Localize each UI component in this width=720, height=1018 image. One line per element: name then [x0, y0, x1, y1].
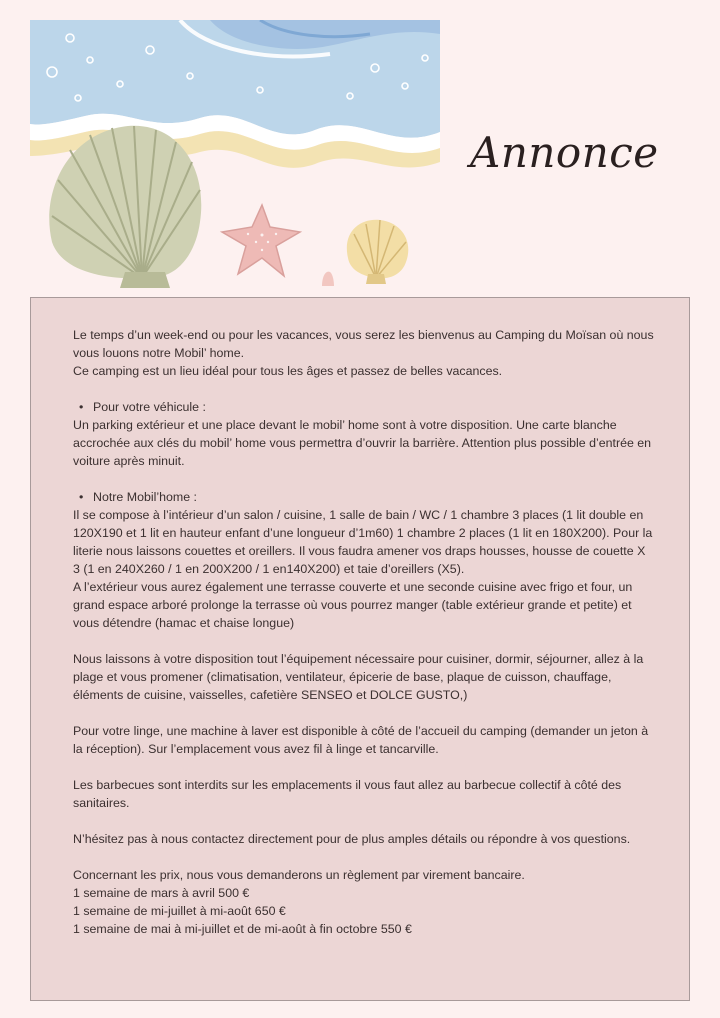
intro-paragraph-2: Ce camping est un lieu idéal pour tous les âges et passez de belles vacances.	[73, 364, 503, 378]
price-line: 1 semaine de mi-juillet à mi-août 650 €	[73, 904, 286, 918]
mobilhome-interior-paragraph: Il se compose à l’intérieur d’un salon / cuisine, 1 salle de bain / WC / 1 chambre 3 places (1 lit double en 120X190 et 1 lit en hauteur enfant d’une longueur d’1m60) 1 chambre 2 places (1 lit en 180X200). Pour la literie nous laissons couettes et oreillers. Il vous faudra amener vos draps housses, housse de couette X 3 (1 en 240X260 / 1 en 200X200 / 1 en140X200) et taie d’oreillers (X5).	[73, 508, 653, 576]
beach-illustration	[30, 20, 440, 290]
page-title: Annonce	[470, 128, 659, 177]
mobilhome-exterior-paragraph: A l’extérieur vous aurez également une terrasse couverte et une seconde cuisine avec frigo et four, un grand espace arboré prolonge la terrasse où vous pourrez manger (table extérieur grande et petite) et vous détendre (hamac et chaise longue)	[73, 580, 633, 630]
mobilhome-heading: • Notre Mobil’home :	[73, 488, 655, 506]
price-line: 1 semaine de mai à mi-juillet et de mi-août à fin octobre 550 €	[73, 922, 412, 936]
price-line: 1 semaine de mars à avril 500 €	[73, 886, 250, 900]
announcement-panel	[30, 297, 690, 1001]
equipment-paragraph: Nous laissons à votre disposition tout l’équipement nécessaire pour cuisiner, dormir, séjourner, allez à la plage et vous promener (climatisation, ventilateur, épicerie de base, plaque de cuisson, chauffage, éléments de cuisine, vaisselles, cafetière SENSEO et DOLCE GUSTO,)	[73, 652, 644, 702]
intro-paragraph: Le temps d’un week-end ou pour les vacances, vous serez les bienvenus au Camping du Moïsan où nous vous louons notre Mobil’ home.	[73, 328, 654, 360]
linen-paragraph: Pour votre linge, une machine à laver est disponible à côté de l’accueil du camping (demander un jeton à la réception). Sur l’emplacement vous avez fil à linge et tancarville.	[73, 724, 649, 756]
barbecue-paragraph: Les barbecues sont interdits sur les emplacements il vous faut allez au barbecue collectif à côté des sanitaires.	[73, 778, 622, 810]
prices-intro: Concernant les prix, nous vous demanderons un règlement par virement bancaire.	[73, 868, 525, 882]
contact-paragraph: N’hésitez pas à nous contactez directement pour de plus amples détails ou répondre à vos questions.	[73, 832, 631, 846]
vehicle-paragraph: Un parking extérieur et une place devant le mobil’ home sont à votre disposition. Une carte blanche accrochée aux clés du mobil’ home vous permettra d’ouvrir la barrière. Attention plus possible d’entrée en voiture après minuit.	[73, 418, 652, 468]
vehicle-heading: • Pour votre véhicule :	[73, 398, 655, 416]
announcement-text	[73, 326, 655, 938]
